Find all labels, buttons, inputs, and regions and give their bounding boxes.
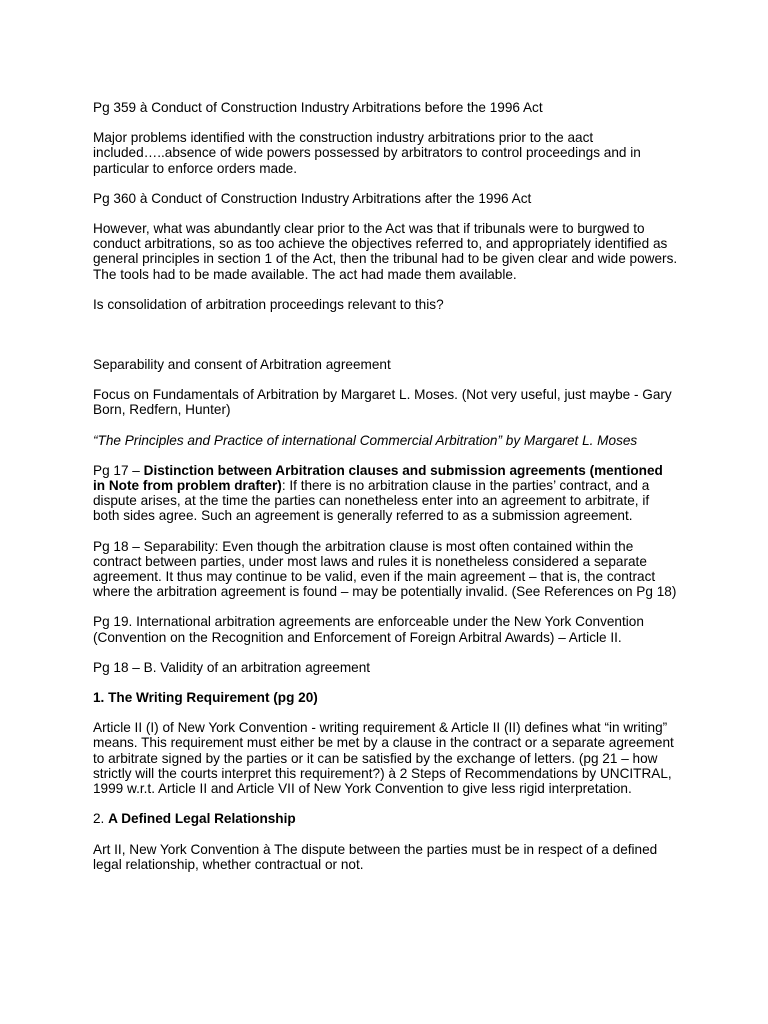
paragraph-art-ii-nyc: Art II, New York Convention à The dispute between the parties must be in respect of a defined legal relationship, whether contractual or not. <box>93 841 658 872</box>
paragraph-article-ii: Article II (I) of New York Convention - writing requirement & Article II (II) defines what “in writing” means. This requirement must either be met by a clause in the contract or a separate agreement to arbitrate signed by the parties or it can be satisfied by the exchange of letters. (pg 21 – how strictly will the courts interpret this requirement?) à 2 Steps of Recommendations by UNCITRAL, 1999 w.r.t. Article II and Article VII of New York Convention to give less rigid interpretation. <box>93 720 674 797</box>
pg-17-prefix: Pg 17 – <box>93 462 144 478</box>
pg-17-bold-title: Distinction between Arbitration clauses and submission agreements (mentioned in Note from problem drafter) <box>93 462 663 494</box>
book-title-citation: “The Principles and Practice of international Commercial Arbitration” by Margaret L. Moses <box>93 432 638 448</box>
spacer <box>93 327 678 357</box>
section-title: A Defined Legal Relationship <box>108 811 296 827</box>
heading-pg-18-validity: Pg 18 – B. Validity of an arbitration agreement <box>93 659 371 675</box>
paragraph-pg-17 <box>93 463 678 524</box>
paragraph-consolidation-question: Is consolidation of arbitration proceedings relevant to this? <box>93 296 444 312</box>
document-page <box>93 100 678 887</box>
heading-defined-legal-relationship <box>93 811 678 826</box>
heading-pg-359: Pg 359 à Conduct of Construction Industry Arbitrations before the 1996 Act <box>93 100 543 115</box>
paragraph-pg-18-separability: Pg 18 – Separability: Even though the arbitration clause is most often contained within the contract between parties, under most laws and rules it is nonetheless considered a separate agreement. It thus may continue to be valid, even if the main agreement – that is, the contract where the arbitration agreement is found – may be potentially invalid. (See References on Pg 18) <box>93 538 677 600</box>
paragraph-pg-19: Pg 19. International arbitration agreements are enforceable under the New York Convention (Convention on the Recognition and Enforcement of Foreign Arbitral Awards) – Article II. <box>93 614 644 645</box>
heading-separability: Separability and consent of Arbitration agreement <box>93 357 391 373</box>
heading-writing-requirement: 1. The Writing Requirement (pg 20) <box>93 690 318 706</box>
pg-17-text: : If there is no arbitration clause in the parties’ contract, and a dispute arises, at the time the parties can nonetheless enter into an agreement to arbitrate, if both sides agree. Such an agreement is generally referred to as a submission agreement. <box>93 478 650 524</box>
paragraph-however: However, what was abundantly clear prior to the Act was that if tribunals were to burgwed to conduct arbitrations, so as too achieve the objectives referred to, and appropriately identified as general principles in section 1 of the Act, then the tribunal had to be given clear and wide powers. The tools had to be made available. The act had made them available. <box>93 221 678 282</box>
paragraph-major-problems: Major problems identified with the construction industry arbitrations prior to the aact included…..absence of wide powers possessed by arbitrators to control proceedings and in particular to enforce orders made. <box>93 130 641 176</box>
section-number: 2. <box>93 811 109 827</box>
paragraph-focus-fundamentals: Focus on Fundamentals of Arbitration by Margaret L. Moses. (Not very useful, just maybe - Gary Born, Redfern, Hunter) <box>93 387 672 418</box>
heading-pg-360: Pg 360 à Conduct of Construction Industry Arbitrations after the 1996 Act <box>93 190 532 206</box>
